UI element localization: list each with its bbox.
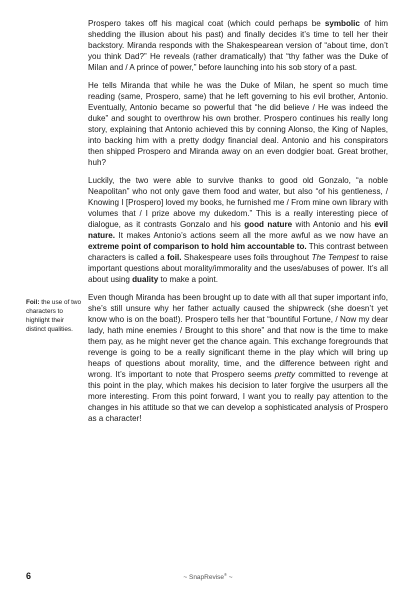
paragraph-2: He tells Miranda that while he was the Duke of Milan, he spent so much time reading (same, Prospero, same) that he left governing to his evil brother, Antonio. Eventually, Antonio became so powerful that “he did believe / He was indeed the duke” and sought to overthrow his own brother. Prospero continues his really long story, explaining that Antonio achieved this by conning Alonso, the King of Naples, into backing him with a pretty dodgy financial deal. Antonio and his conspirators then shipped Prospero and Miranda away on an even dodgier boat. Great brother, huh? (88, 80, 388, 168)
registered-mark: ® (224, 572, 227, 577)
paragraph-1 (88, 18, 388, 73)
bold-term: good nature (244, 219, 293, 229)
tilde-right: ~ (227, 574, 233, 582)
text-run: It makes Antonio’s actions seem all the more awful as we now have an (115, 230, 388, 240)
main-text (88, 18, 388, 431)
bold-term: foil. (167, 252, 182, 262)
text-run: This contrast between characters is called a (88, 241, 388, 262)
page-number: 6 (26, 571, 32, 581)
bold-term: duality (132, 275, 159, 285)
brand-name: SnapRevise (188, 574, 225, 582)
text-run: Shakespeare uses foils throughout (181, 252, 312, 262)
italic-title: The Tempest (311, 252, 359, 262)
text-run: with Antonio and his (292, 219, 375, 229)
paragraph-4 (88, 292, 388, 425)
margin-definition (26, 299, 84, 335)
bold-term: extreme point of comparison to hold him accountable to. (88, 241, 307, 251)
text-run: Even though Miranda has been brought up to date with all that super important info, she’s still unsure why her father actually caused the shipwreck (she doesn’t yet know who is on the boat!). Prospero tells her that “bountiful Fortune, / Now my dear lady, hath mine enemies / Brought to this shore” and that now is the time to make them pay, as he might never get the chance again. This exchange foregrounds that revenge is going to be a really significant theme in the play which will bring up heaps of questions about morality, time, and the difference between right and wrong. It’s important to note that Prospero seems (88, 292, 388, 379)
text-run: to make a point. (158, 275, 219, 285)
definition-term: Foil: (26, 299, 40, 306)
footer-brand (0, 572, 416, 581)
text-run: to raise important questions about morality/immorality and the uses/abuses of power. It’s all about using (88, 252, 388, 285)
text-run: committed to revenge at this point in the play, which makes his decision to later forgive the usurpers all the more interesting. From this point forward, I want you to really pay attention to the changes in his attitude so that we can develop a sophisticated analysis of Prospero as a character! (88, 369, 388, 424)
text-run: of him shedding the illusion about his past) and finally decides it’s time to tell her their backstory. Miranda responds with the Shakespearean version of “about time, don’t you think Dad?” He reveals (rather dramatically) that “thy father was the Duke of Milan and / A prince of power,” before launching into his sob story of a past. (88, 19, 388, 73)
paragraph-3 (88, 175, 388, 285)
text-run: Prospero takes off his magical coat (which could perhaps be (88, 19, 325, 28)
tilde-left: ~ (183, 574, 189, 582)
bold-term: evil nature. (88, 219, 388, 240)
definition-text: the use of two characters to highlight their distinct qualities. (26, 299, 82, 333)
italic-emphasis: pretty (274, 369, 295, 379)
text-run: Luckily, the two were able to survive thanks to good old Gonzalo, “a noble Neapolitan” who not only gave them food and water, but also “of his gentleness, / Knowing I [Prospero] loved my books, he furnished me / From mine own library with volumes that / I prize above my dukedom.” This is a really interesting piece of dialogue, as it contrasts Gonzalo and his (88, 175, 388, 229)
bold-term: symbolic (324, 19, 360, 28)
